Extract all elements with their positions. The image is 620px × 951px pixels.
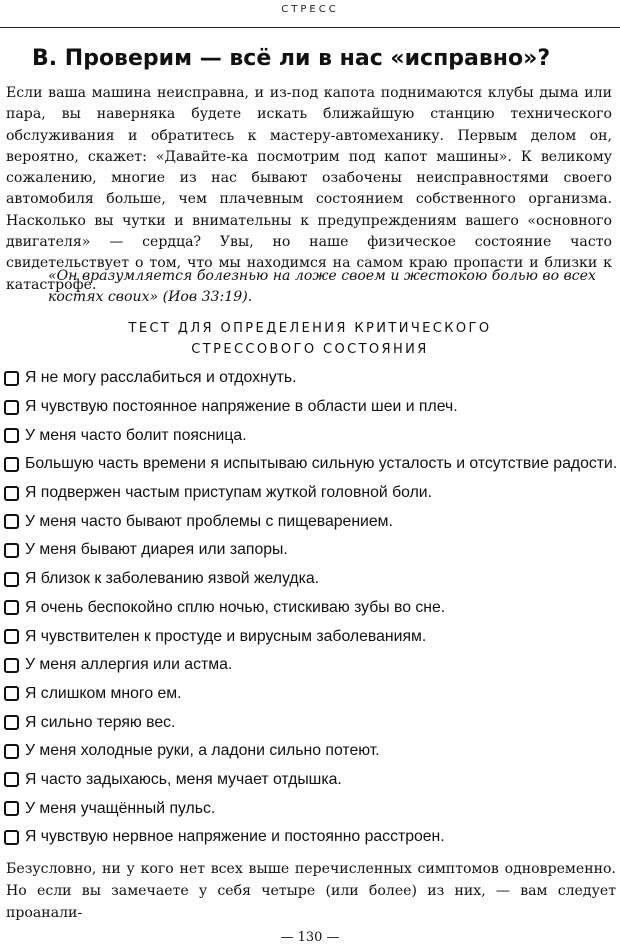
checkbox[interactable] xyxy=(4,830,19,845)
checklist-item xyxy=(4,680,617,709)
checklist-item xyxy=(4,794,617,823)
checkbox[interactable] xyxy=(4,371,19,386)
checkbox[interactable] xyxy=(4,629,19,644)
checkbox[interactable] xyxy=(4,658,19,673)
checklist-item xyxy=(4,393,617,422)
checkbox[interactable] xyxy=(4,543,19,558)
checklist-item-label: Я чувствую нервное напряжение и постоянно расстроен. xyxy=(25,828,445,846)
checklist-item xyxy=(4,622,617,651)
test-title xyxy=(0,318,620,360)
checklist-item xyxy=(4,479,617,508)
checklist-item-label: Я близок к заболеванию язвой желудка. xyxy=(25,570,320,588)
checklist-item-label: Я чувствую постоянное напряжение в области шеи и плеч. xyxy=(25,398,458,416)
checklist-item xyxy=(4,364,617,393)
checklist-item xyxy=(4,708,617,737)
checklist-item-label: Я слишком много ем. xyxy=(25,684,182,702)
checklist-item xyxy=(4,766,617,795)
checklist-item-label: Я не могу расслабиться и отдохнуть. xyxy=(25,369,297,387)
checklist-item xyxy=(4,565,617,594)
closing-paragraph: Безусловно, ни у кого нет всех выше перечисленных симптомов одновременно. Но если вы замечаете у себя четыре (или более) из них, — вам следует проанали- xyxy=(6,861,616,921)
header-rule xyxy=(0,27,620,28)
checklist-item-label: У меня аллергия или астма. xyxy=(25,656,233,674)
bible-quote: «Он вразумляется болезнью на ложе своем и жестокою болью во всех костях своих» (Иов 33:19). xyxy=(48,268,596,305)
checklist-item-label: Большую часть времени я испытываю сильную усталость и отсутствие радости. xyxy=(25,455,618,473)
checkbox[interactable] xyxy=(4,514,19,529)
section-title: В. Проверим — всё ли в нас «исправно»? xyxy=(32,46,551,71)
checklist-item xyxy=(4,737,617,766)
checklist-item-label: Я очень беспокойно сплю ночью, стискиваю зубы во сне. xyxy=(25,598,446,616)
checkbox[interactable] xyxy=(4,457,19,472)
checklist-item-label: У меня часто бывают проблемы с пищеварением. xyxy=(25,512,393,530)
checklist-item-label: Я часто задыхаюсь, меня мучает отдышка. xyxy=(25,770,342,788)
checklist-item xyxy=(4,536,617,565)
checkbox[interactable] xyxy=(4,772,19,787)
checkbox[interactable] xyxy=(4,600,19,615)
checklist-item xyxy=(4,594,617,623)
symptom-checklist xyxy=(4,364,617,852)
checklist-item xyxy=(4,450,617,479)
intro-paragraph: Если ваша машина неисправна, и из-под капота поднимаются клубы дыма или пара, вы наверняка будете искать ближайшую станцию технического обслуживания и обратитесь к мастеру-автомеханику. Первым делом он, вероятно, скажет: «Давайте-ка посмотрим под капот машины». К великому сожалению, многие из нас бывают озабочены неисправностями своего автомобиля больше, чем плачевным состоянием собственного организма. Насколько вы чутки и внимательны к предупреждениям вашего «основного двигателя» — сердца? Увы, но наше физическое состояние часто свидетельствует о том, что мы находимся на самом краю пропасти и близки к катастрофе. xyxy=(6,85,612,293)
checkbox[interactable] xyxy=(4,715,19,730)
checkbox[interactable] xyxy=(4,801,19,816)
checklist-item xyxy=(4,507,617,536)
test-title-line-1: ТЕСТ ДЛЯ ОПРЕДЕЛЕНИЯ КРИТИЧЕСКОГО xyxy=(128,321,492,336)
checklist-item xyxy=(4,421,617,450)
test-title-line-2: СТРЕССОВОГО СОСТОЯНИЯ xyxy=(191,342,429,357)
checkbox[interactable] xyxy=(4,744,19,759)
checklist-item-label: Я чувствителен к простуде и вирусным заболеваниям. xyxy=(25,627,427,645)
checkbox[interactable] xyxy=(4,428,19,443)
checklist-item-label: Я подвержен частым приступам жуткой головной боли. xyxy=(25,484,433,502)
checklist-item-label: У меня часто болит поясница. xyxy=(25,426,247,444)
checklist-item xyxy=(4,823,617,852)
checklist-item-label: У меня учащённый пульс. xyxy=(25,799,216,817)
checklist-item-label: У меня бывают диарея или запоры. xyxy=(25,541,288,559)
checkbox[interactable] xyxy=(4,572,19,587)
checkbox[interactable] xyxy=(4,400,19,415)
running-head: СТРЕСС xyxy=(281,4,339,15)
checklist-item xyxy=(4,651,617,680)
checklist-item-label: Я сильно теряю вес. xyxy=(25,713,176,731)
checkbox[interactable] xyxy=(4,486,19,501)
checkbox[interactable] xyxy=(4,686,19,701)
page-number: — 130 — xyxy=(280,930,340,945)
checklist-item-label: У меня холодные руки, а ладони сильно потеют. xyxy=(25,742,380,760)
